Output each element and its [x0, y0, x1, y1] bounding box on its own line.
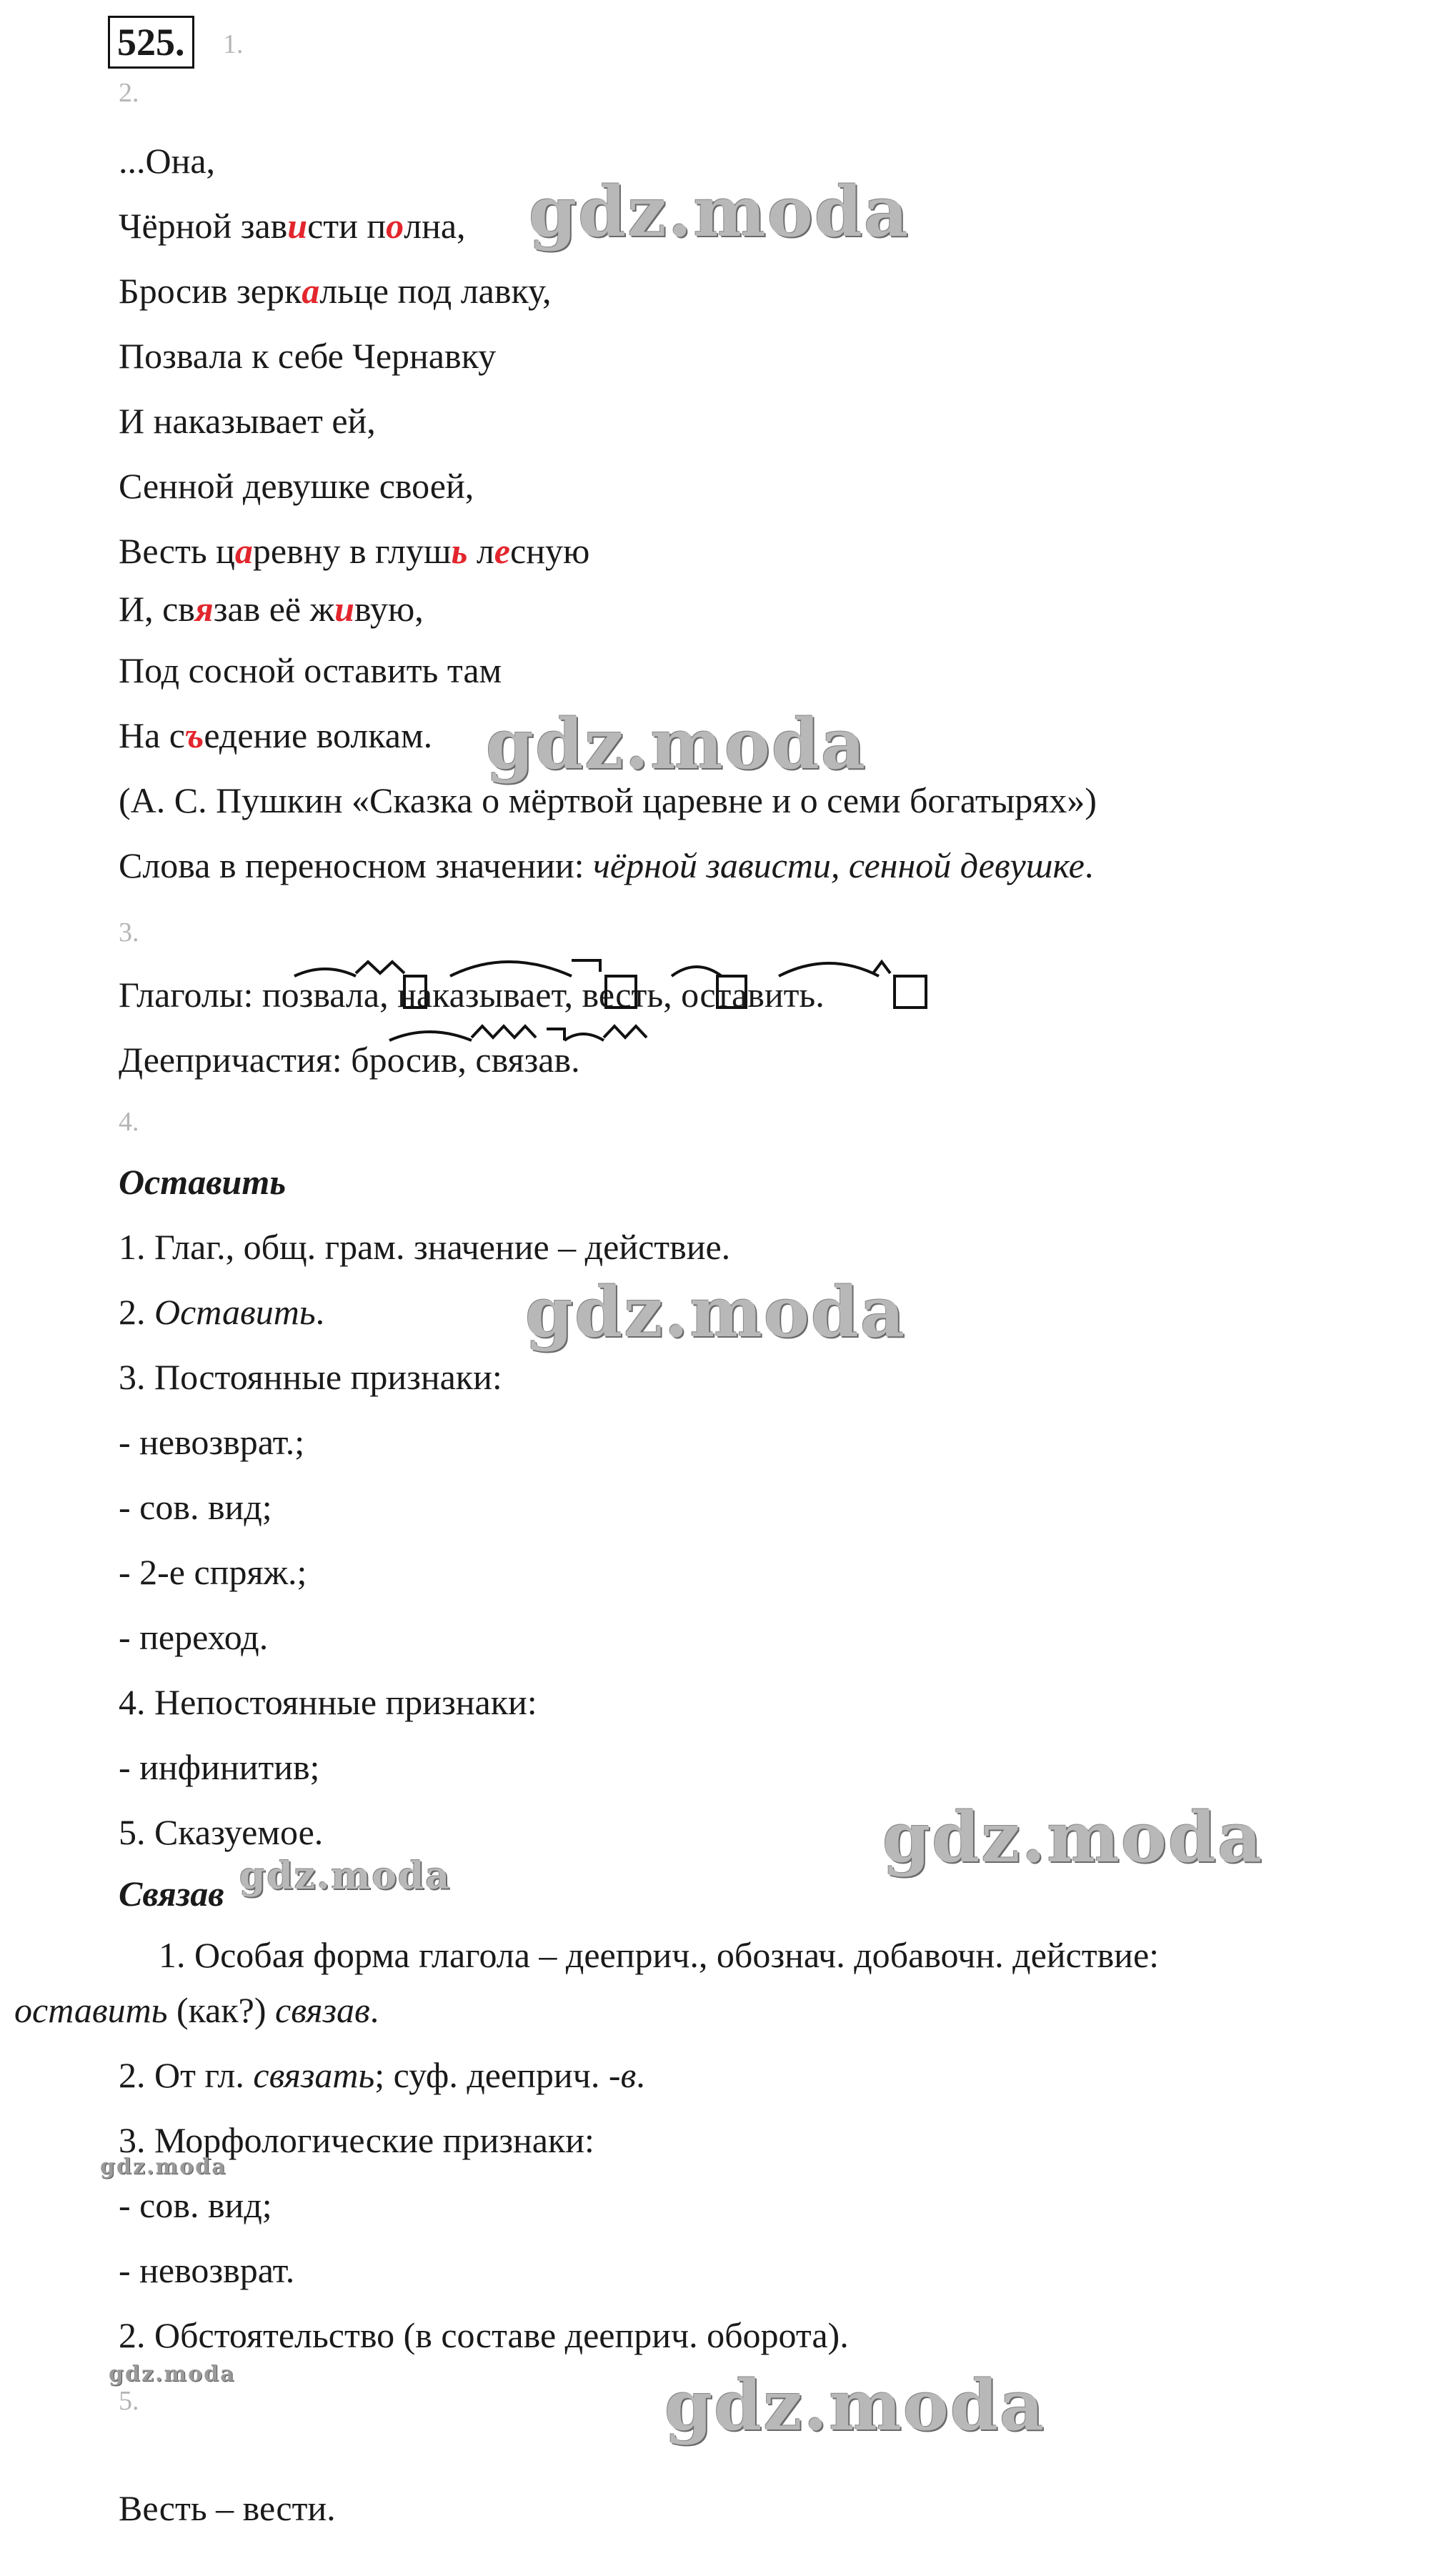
analysis-line: - невозврат.	[119, 2250, 295, 2290]
poem-line-2: Чёрной зависти полна,	[119, 206, 466, 246]
watermark: gdz.moda	[239, 1854, 452, 1898]
poem-line-9: Под сосной оставить там	[119, 650, 502, 690]
analysis-line: 4. Непостоянные признаки:	[119, 1682, 537, 1722]
prefix-mark	[572, 960, 600, 972]
watermark: gdz.moda	[486, 704, 867, 785]
suffix-zigzag-mark	[356, 962, 404, 973]
subtask-number-5: 5.	[119, 2386, 139, 2416]
figurative-words: Слова в переносном значении: чёрной зависти, сенной девушке.	[119, 845, 1094, 885]
poem-source: (А. С. Пушкин «Сказка о мёртвой царевне и о семи богатырях»)	[119, 780, 1097, 820]
watermark: gdz.moda	[525, 1272, 907, 1353]
poem-line-4: Позвала к себе Чернавку	[119, 336, 497, 376]
word-heading-svyazav: Связав	[119, 1874, 224, 1914]
watermark: gdz.moda	[882, 1797, 1264, 1878]
watermark: gdz.moda	[109, 2362, 236, 2387]
poem-line-1: ...Она,	[119, 141, 216, 181]
suffix-zigzag-mark	[472, 1026, 536, 1038]
analysis-line: 2. От гл. связать; суф. дееприч. -в.	[119, 2055, 645, 2095]
analysis-line: оставить (как?) связав.	[14, 1990, 379, 2030]
analysis-line: - сов. вид;	[119, 1487, 272, 1527]
analysis-line: 5. Сказуемое.	[119, 1812, 324, 1852]
subtask-number-1: 1.	[223, 29, 244, 59]
answer-line: Весть – вести.	[119, 2488, 336, 2528]
verbs-line: Глаголы: позвала, наказывает, весть, оставить.	[119, 975, 825, 1015]
watermark: gdz.moda	[529, 171, 910, 252]
analysis-line: 3. Морфологические признаки:	[119, 2120, 594, 2160]
poem-line-8: И, связав её живую,	[119, 589, 424, 629]
word-heading-ostavit: Оставить	[119, 1162, 287, 1202]
subtask-number-4: 4.	[119, 1107, 139, 1137]
analysis-line: 1. Особая форма глагола – дееприч., обознач. добавочн. действие:	[159, 1935, 1160, 1975]
analysis-line: - инфинитив;	[119, 1747, 320, 1787]
analysis-line: - переход.	[119, 1617, 269, 1657]
task-number: 525.	[108, 16, 194, 69]
analysis-line: 2. Оставить.	[119, 1292, 325, 1332]
analysis-line: - сов. вид;	[119, 2185, 272, 2225]
analysis-line: 2. Обстоятельство (в составе дееприч. оборота).	[119, 2315, 849, 2355]
ending-box-mark	[895, 976, 926, 1008]
poem-line-5: И наказывает ей,	[119, 401, 376, 441]
poem-line-3: Бросив зеркальце под лавку,	[119, 271, 552, 311]
analysis-line: - 2-е спряж.;	[119, 1552, 307, 1592]
suffix-zigzag-mark	[873, 962, 890, 973]
analysis-line: - невозврат.;	[119, 1422, 305, 1462]
participles-line: Деепричастия: бросив, связав.	[119, 1040, 580, 1080]
analysis-line: 1. Глаг., общ. грам. значение – действие.	[119, 1227, 731, 1267]
analysis-line: 3. Постоянные признаки:	[119, 1357, 502, 1397]
suffix-zigzag-mark	[604, 1026, 647, 1038]
subtask-number-2: 2.	[119, 78, 139, 108]
poem-line-10: На съедение волкам.	[119, 715, 433, 755]
watermark: gdz.moda	[100, 2154, 227, 2179]
poem-line-6: Сенной девушке своей,	[119, 466, 474, 506]
poem-line-7: Весть царевну в глушь лесную	[119, 531, 590, 571]
watermark: gdz.moda	[664, 2365, 1046, 2446]
subtask-number-3: 3.	[119, 917, 139, 948]
